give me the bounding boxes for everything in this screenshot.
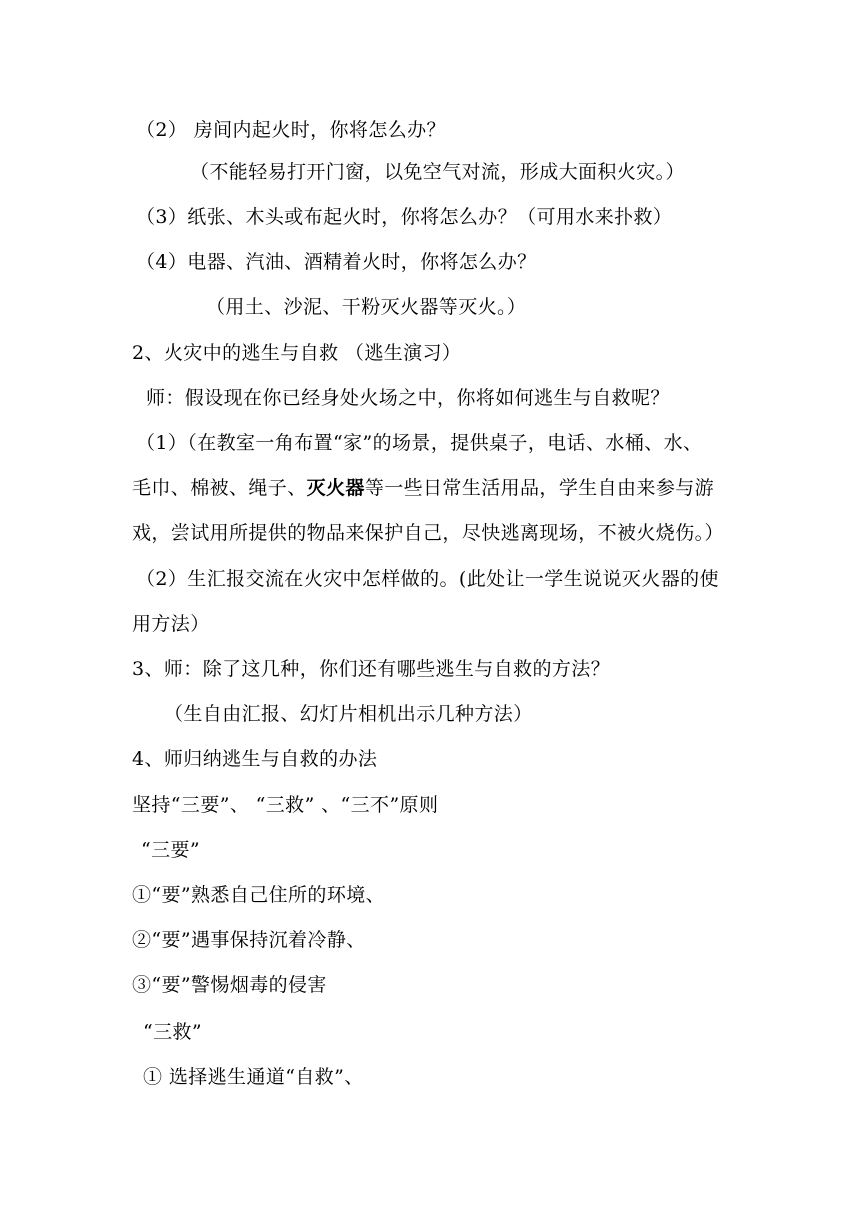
answer-2: （不能轻易打开门窗，以免空气对流，形成大面积火灾。） [190, 161, 685, 183]
answer-4: （用土、沙泥、干粉灭火器等灭火。） [206, 296, 527, 318]
must-item-2: ②“要”遇事保持沉着冷静、 [132, 929, 366, 951]
rescue-item-1: ① 选择逃生通道“自救”、 [143, 1066, 364, 1088]
activity-2-line-2: 用方法） [132, 613, 210, 635]
activity-2-line-1: （2）生汇报交流在火灾中怎样做的。(此处让一学生说说灭火器的使 [136, 568, 719, 590]
three-rescues-heading: “三救” [143, 1021, 203, 1043]
section-2-heading: 2、火灾中的逃生与自救 （逃生演习） [132, 342, 462, 364]
question-3: （3）纸张、木头或布起火时，你将怎么办？（可用水来扑救） [136, 206, 673, 228]
section-3-heading: 3、师：除了这几种，你们还有哪些逃生与自救的方法？ [132, 658, 611, 680]
activity-1-line-3: 戏，尝试用所提供的物品来保护自己，尽快逃离现场，不被火烧伤。） [132, 522, 724, 544]
question-4: （4）电器、汽油、酒精着火时，你将怎么办？ [136, 251, 537, 273]
three-musts-heading: “三要” [141, 839, 201, 861]
question-2: （2） 房间内起火时，你将怎么办？ [136, 119, 446, 141]
activity-1-line-2 [132, 476, 714, 500]
section-4-heading: 4、师归纳逃生与自救的办法 [132, 748, 378, 770]
activity-1-line-1: （1）（在教室一角布置“家”的场景，提供桌子，电话、水桶、水、 [136, 432, 703, 454]
must-item-1: ①“要”熟悉自己住所的环境、 [132, 884, 386, 906]
section-3-note: （生自由汇报、幻灯片相机出示几种方法） [164, 703, 533, 725]
activity-1-line-2-end: 等一些日常生活用品，学生自由来参与游 [364, 477, 715, 499]
activity-1-line-2-start: 毛巾、棉被、绳子、 [132, 477, 307, 499]
must-item-3: ③“要”警惕烟毒的侵害 [132, 974, 327, 996]
fire-extinguisher-term: 灭火器 [306, 477, 365, 499]
teacher-prompt: 师：假设现在你已经身处火场之中，你将如何逃生与自救呢？ [146, 387, 670, 409]
principles-line: 坚持“三要”、 “三救” 、“三不”原则 [132, 794, 439, 816]
